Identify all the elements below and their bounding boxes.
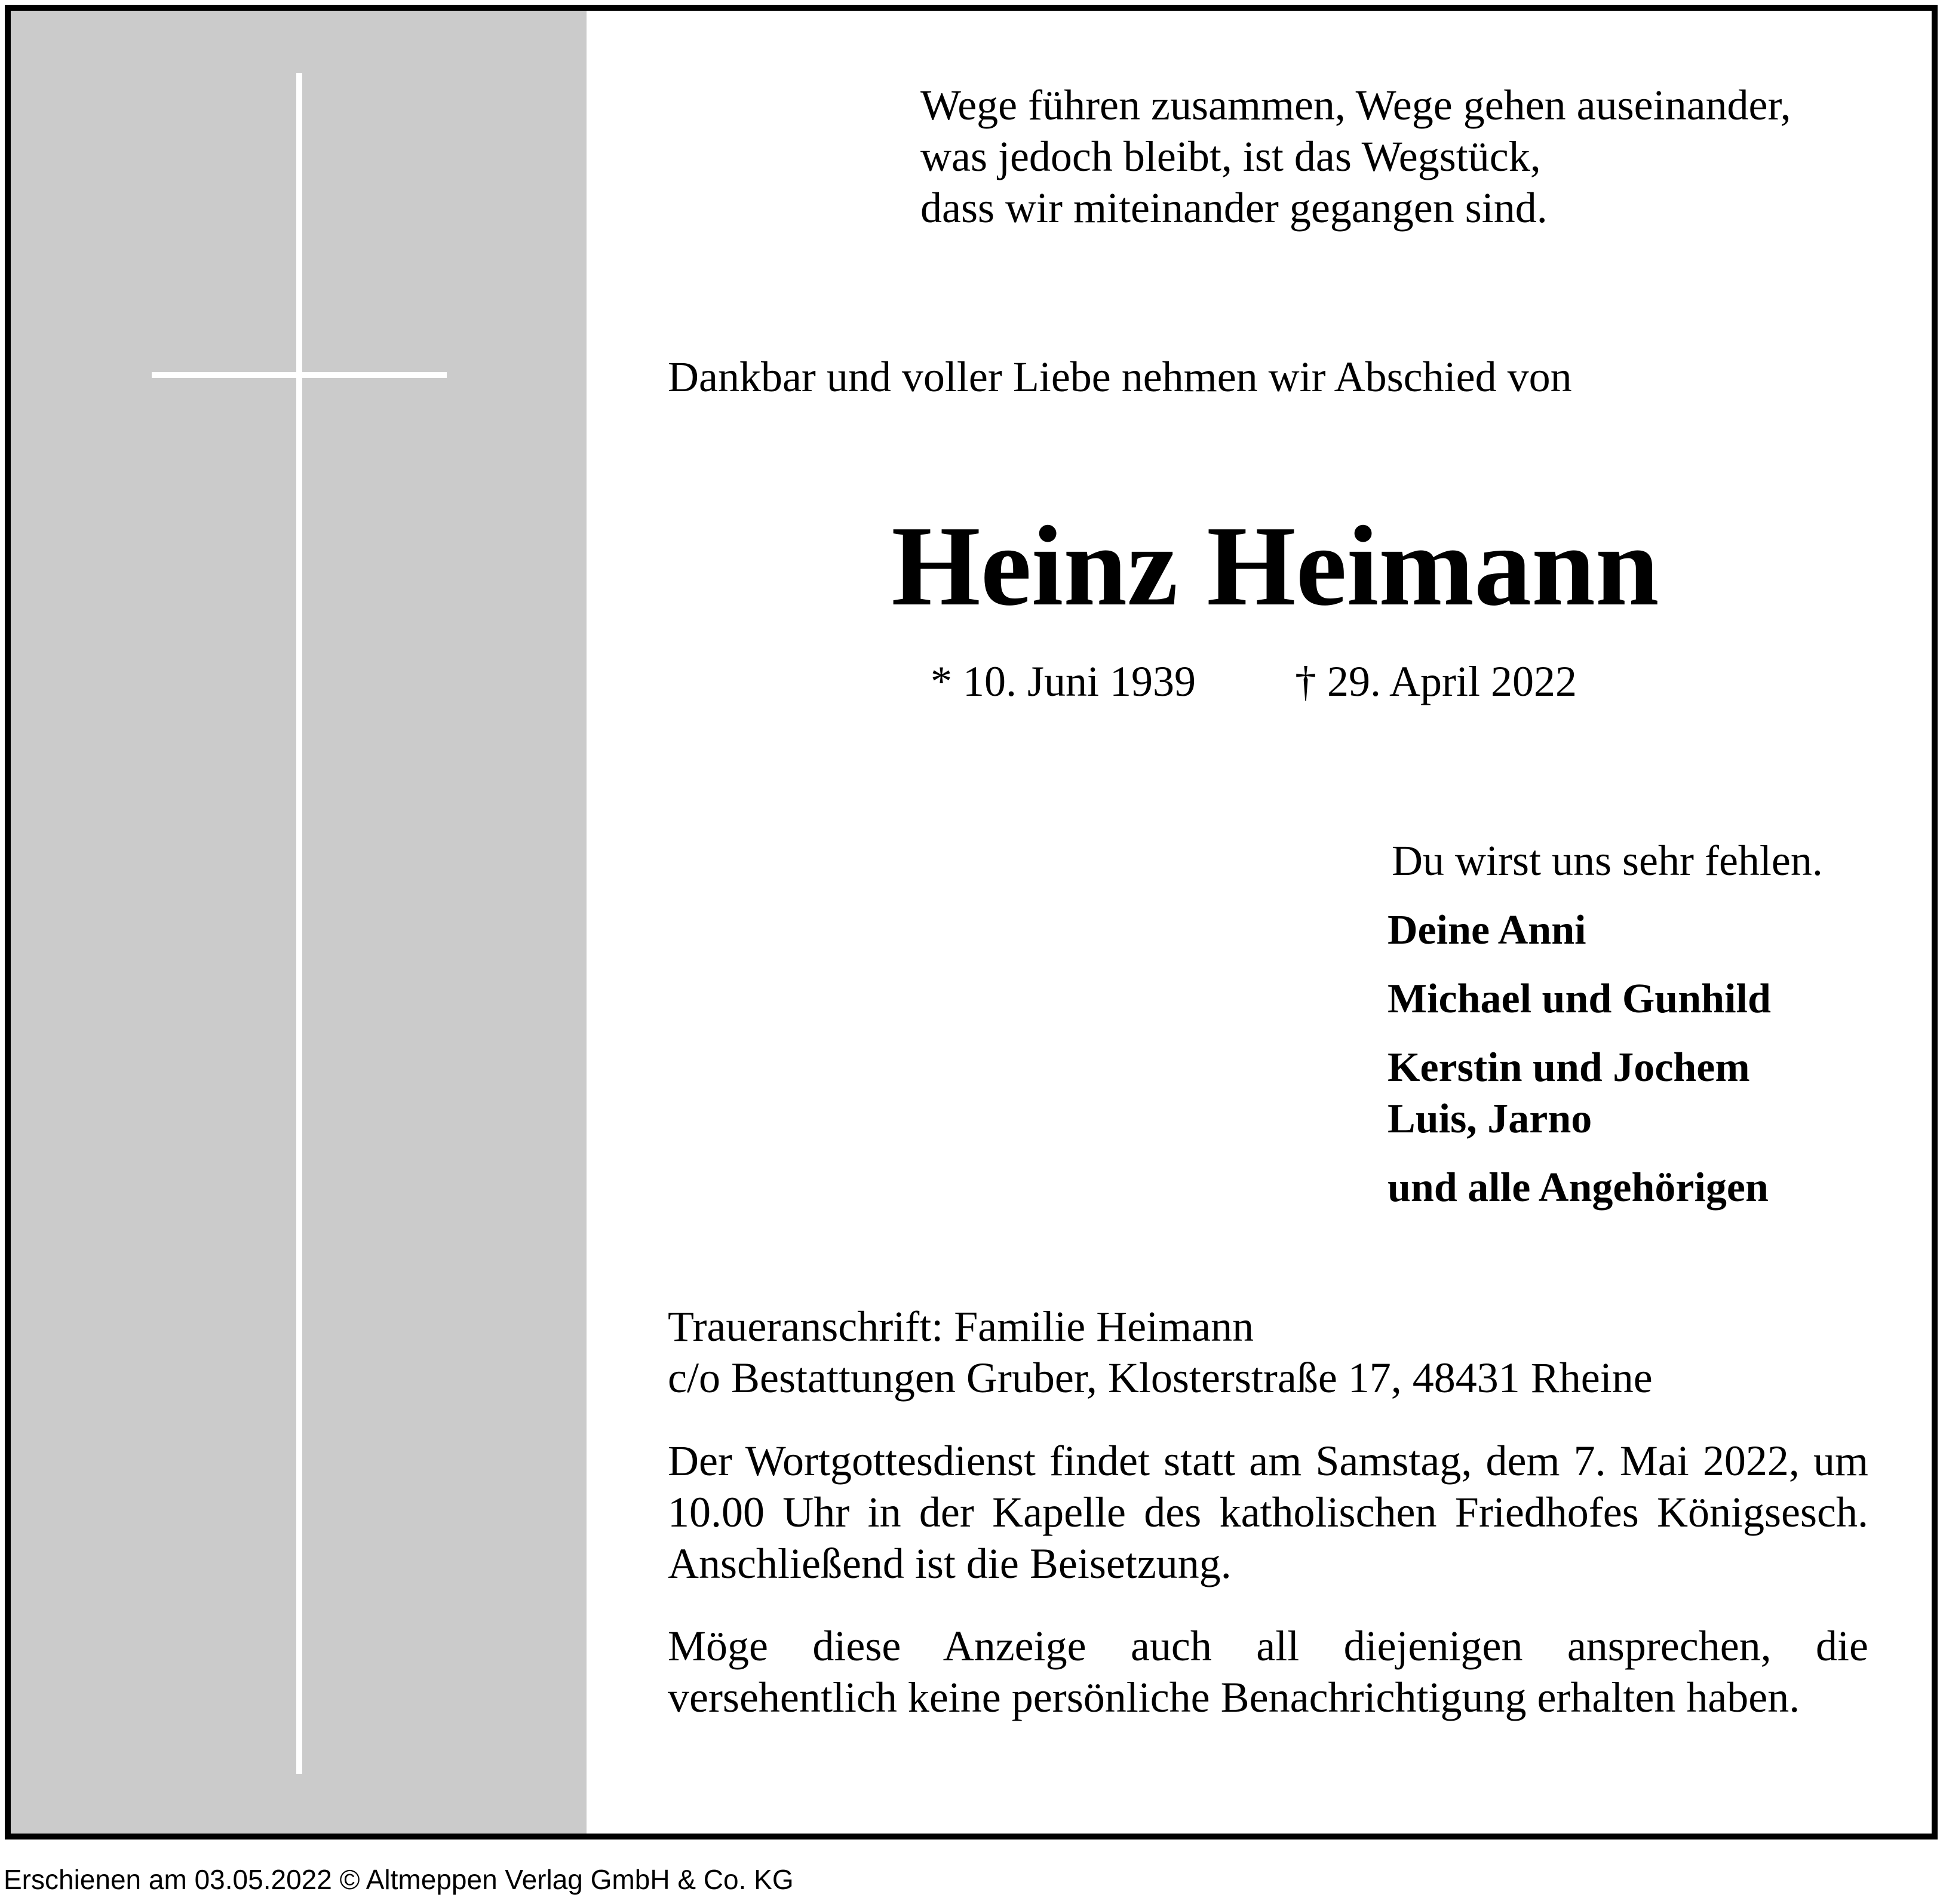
- mourning-address: [668, 1301, 1653, 1404]
- birth-date: * 10. Juni 1939: [931, 658, 1196, 705]
- publication-footer: Erschienen am 03.05.2022 © Altmeppen Verlag GmbH & Co. KG: [4, 1864, 794, 1895]
- mourner-name: Kerstin und Jochem: [1388, 1045, 1750, 1091]
- address-line: Traueranschrift: Familie Heimann: [668, 1303, 1254, 1350]
- cross-icon: [296, 73, 302, 1774]
- poem-line: was jedoch bleibt, ist das Wegstück,: [920, 133, 1541, 180]
- poem: [920, 79, 1791, 234]
- mourner-name: Michael und Gunhild: [1388, 976, 1771, 1022]
- notice-text: Möge diese Anzeige auch all diejenigen ansprechen, die versehentlich keine persönliche Benachrichtigung erhalten haben.: [668, 1622, 1868, 1721]
- poem-line: Wege führen zusammen, Wege gehen auseinander,: [920, 81, 1791, 129]
- intro-text: Dankbar und voller Liebe nehmen wir Abschied von: [668, 353, 1572, 401]
- cross-icon-bar: [152, 372, 447, 378]
- poem-line: dass wir miteinander gegangen sind.: [920, 184, 1548, 232]
- service-info: Der Wortgottesdienst findet statt am Samstag, dem 7. Mai 2022, um 10.00 Uhr in der Kapelle des katholischen Friedhofes Königsesch. Anschließend ist die Beisetzung.: [668, 1437, 1868, 1587]
- address-line: c/o Bestattungen Gruber, Klosterstraße 17, 48431 Rheine: [668, 1354, 1653, 1402]
- mourner-name: Deine Anni: [1388, 907, 1586, 953]
- grey-side-panel: [11, 11, 587, 1834]
- deceased-name: Heinz Heimann: [891, 502, 1659, 629]
- mourner-name: Luis, Jarno: [1388, 1096, 1592, 1142]
- obituary-frame: [5, 5, 1938, 1839]
- mourner-name: und alle Angehörigen: [1388, 1165, 1769, 1211]
- closing-line: Du wirst uns sehr fehlen.: [1392, 837, 1823, 885]
- death-date: † 29. April 2022: [1295, 658, 1577, 705]
